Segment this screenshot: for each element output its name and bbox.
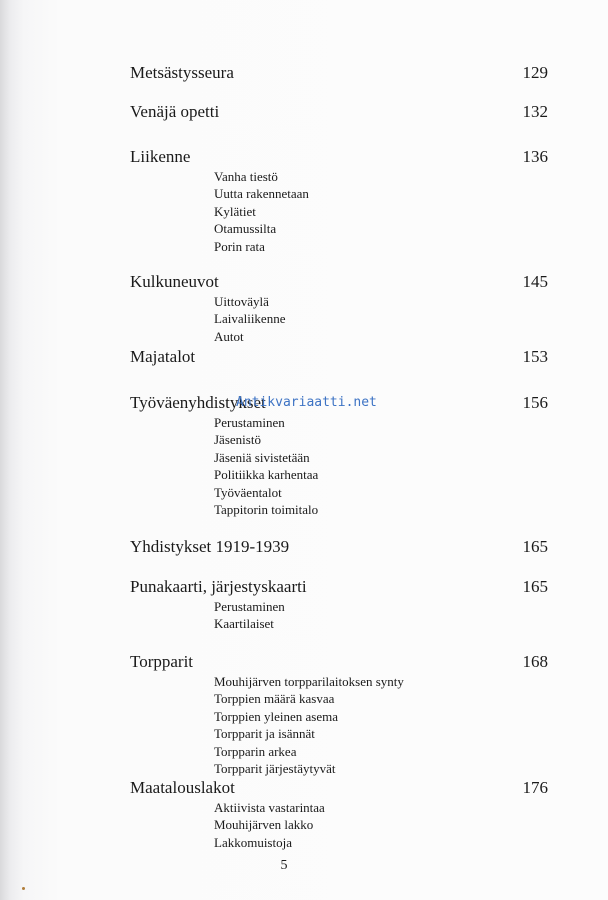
subsection-title: Työväentalot (214, 484, 282, 500)
toc-entry-row (130, 347, 548, 367)
subsection-title: Kylätiet (214, 203, 256, 219)
chapter-title: Torpparit (130, 652, 194, 671)
subsection-title: Aktiivista vastarintaa (214, 800, 325, 815)
subsection-title: Autot (214, 328, 244, 344)
toc-entry (130, 147, 548, 255)
subsection-title: Perustaminen (214, 415, 285, 430)
subsection-title: Perustaminen (214, 599, 285, 614)
watermark: Antikvariaatti.net (236, 395, 377, 410)
subsection-title: Torpparit järjestäytyvät (214, 760, 336, 776)
toc-entry (130, 347, 548, 367)
chapter-title: Yhdistykset 1919-1939 (130, 537, 290, 556)
chapter-title: Metsästysseura (130, 63, 234, 82)
subsection-title: Kaartilaiset (214, 616, 274, 632)
toc-entry (130, 577, 548, 633)
chapter-title: Työväenyhdistykset (130, 393, 266, 412)
chapter-page-number: 132 (522, 102, 548, 121)
toc-entry-row (130, 63, 548, 83)
toc-entry (130, 102, 548, 122)
toc-entry (130, 272, 548, 345)
toc-entry (130, 778, 548, 851)
subsection-title: Torppien yleinen asema (214, 708, 338, 724)
chapter-title: Punakaarti, järjestyskaarti (130, 577, 307, 596)
chapter-title: Kulkuneuvot (130, 272, 219, 291)
subsection-title: Politiikka karhentaa (214, 467, 319, 483)
toc-entry (130, 537, 548, 557)
subsection-title: Torpparit ja isännät (214, 726, 315, 742)
subsection-title: Mouhijärven lakko (214, 817, 314, 833)
chapter-page-number: 176 (522, 778, 548, 797)
chapter-title: Majatalot (130, 347, 196, 366)
subsection-list (214, 414, 548, 518)
chapter-page-number: 153 (522, 347, 548, 366)
chapter-page-number: 136 (522, 147, 548, 166)
toc-entry-row (130, 652, 548, 672)
toc-entry-row (130, 272, 548, 292)
subsection-title: Torpparin arkea (214, 743, 297, 759)
chapter-page-number: 168 (522, 652, 548, 671)
subsection-title: Torppien määrä kasvaa (214, 691, 335, 707)
chapter-page-number: 156 (522, 393, 548, 412)
subsection-title: Porin rata (214, 238, 265, 254)
subsection-list (214, 598, 548, 633)
chapter-page-number: 129 (522, 63, 548, 82)
chapter-page-number: 145 (522, 272, 548, 291)
subsection-title: Jäseniä sivistetään (214, 449, 310, 465)
chapter-title: Maatalouslakot (130, 778, 235, 797)
subsection-list (214, 293, 548, 345)
subsection-title: Tappitorin toimitalo (214, 501, 319, 517)
toc-entry-row (130, 147, 548, 167)
chapter-page-number: 165 (522, 577, 548, 596)
toc-entry-row (130, 577, 548, 597)
subsection-title: Lakkomuistoja (214, 834, 292, 850)
subsection-list (214, 673, 548, 777)
subsection-title: Mouhijärven torpparilaitoksen synty (214, 674, 404, 689)
chapter-page-number: 165 (522, 537, 548, 556)
subsection-title: Uittoväylä (214, 294, 269, 309)
subsection-list (214, 168, 548, 255)
subsection-title: Otamussilta (214, 221, 277, 237)
toc-entry-row (130, 102, 548, 122)
chapter-title: Liikenne (130, 147, 191, 166)
paper-speck (22, 887, 25, 890)
chapter-title: Venäjä opetti (130, 102, 220, 121)
subsection-list (214, 799, 548, 851)
toc-entry (130, 652, 548, 777)
subsection-title: Jäsenistö (214, 432, 261, 448)
subsection-title: Laivaliikenne (214, 311, 286, 327)
toc-entry (130, 63, 548, 83)
toc-entry-row (130, 537, 548, 557)
subsection-title: Vanha tiestö (214, 169, 278, 184)
toc-entry-row (130, 778, 548, 798)
subsection-title: Uutta rakennetaan (214, 186, 309, 202)
toc-entry (130, 393, 548, 518)
page-number: 5 (280, 858, 288, 873)
